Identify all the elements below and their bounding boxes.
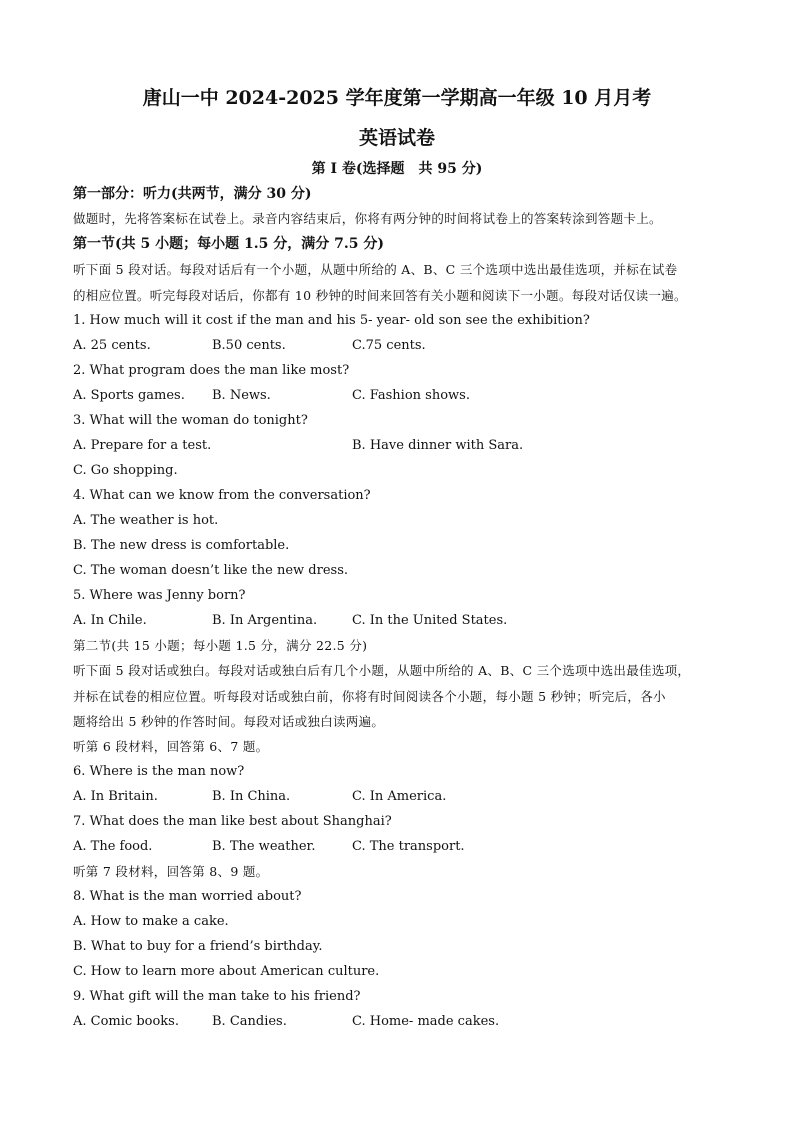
part1-heading: 第一部分：听力(共两节，满分 30 分): [73, 186, 312, 202]
part1-instruction: 做题时，先将答案标在试卷上。录音内容结束后，你将有两分钟的时间将试卷上的答案转涂到答题卡上。: [73, 211, 662, 226]
q6-option-c: C. In America.: [352, 789, 447, 804]
q7-option-a: A. The food.: [73, 839, 153, 854]
material-7-note: 听第 7 段材料，回答第 8、9 题。: [73, 864, 269, 879]
q3-option-a: A. Prepare for a test.: [73, 438, 212, 453]
q9-option-b: B. Candies.: [212, 1014, 287, 1029]
section1-instruction-1: 听下面 5 段对话。每段对话后有一个小题，从题中所给的 A、B、C 三个选项中选出最佳选项，并标在试卷: [73, 262, 678, 277]
exam-title: 唐山一中 2024-2025 学年度第一学期高一年级 10 月月考: [142, 87, 652, 109]
q3-stem: 3. What will the woman do tonight?: [73, 413, 308, 428]
q6-stem: 6. Where is the man now?: [73, 764, 245, 779]
q2-stem: 2. What program does the man like most?: [73, 363, 350, 378]
section2-instruction-3: 题将给出 5 秒钟的作答时间。每段对话或独白读两遍。: [73, 714, 385, 729]
material-6-note: 听第 6 段材料，回答第 6、7 题。: [73, 739, 269, 754]
q9-option-c: C. Home- made cakes.: [352, 1014, 500, 1029]
q3-option-b: B. Have dinner with Sara.: [352, 438, 524, 453]
q8-stem: 8. What is the man worried about?: [73, 889, 302, 904]
q5-stem: 5. Where was Jenny born?: [73, 588, 246, 603]
q7-stem: 7. What does the man like best about Shanghai?: [73, 814, 392, 829]
q5-option-c: C. In the United States.: [352, 613, 508, 628]
q8-option-a: A. How to make a cake.: [73, 914, 229, 929]
q1-option-c: C.75 cents.: [352, 338, 426, 353]
section1-heading: 第一节(共 5 小题；每小题 1.5 分，满分 7.5 分): [73, 236, 384, 252]
q5-option-a: A. In Chile.: [73, 613, 147, 628]
q9-option-a: A. Comic books.: [73, 1014, 179, 1029]
section2-heading: 第二节(共 15 小题；每小题 1.5 分，满分 22.5 分): [73, 638, 368, 653]
q7-option-c: C. The transport.: [352, 839, 465, 854]
q5-option-b: B. In Argentina.: [212, 613, 318, 628]
q2-option-c: C. Fashion shows.: [352, 388, 470, 403]
section2-instruction-2: 并标在试卷的相应位置。听每段对话或独白前，你将有时间阅读各个小题，每小题 5 秒钟；听完后，各小: [73, 689, 666, 704]
q6-option-a: A. In Britain.: [73, 789, 158, 804]
q8-option-b: B. What to buy for a friend’s birthday.: [73, 939, 323, 954]
q3-option-c: C. Go shopping.: [73, 463, 178, 478]
q2-option-a: A. Sports games.: [73, 388, 185, 403]
q1-option-b: B.50 cents.: [212, 338, 286, 353]
q9-stem: 9. What gift will the man take to his friend?: [73, 989, 361, 1004]
q8-option-c: C. How to learn more about American culture.: [73, 964, 380, 979]
q4-option-b: B. The new dress is comfortable.: [73, 538, 290, 553]
q2-option-b: B. News.: [212, 388, 271, 403]
q1-option-a: A. 25 cents.: [73, 338, 151, 353]
q4-stem: 4. What can we know from the conversation?: [73, 488, 371, 503]
section1-instruction-2: 的相应位置。听完每段对话后，你都有 10 秒钟的时间来回答有关小题和阅读下一小题。每段对话仅读一遍。: [73, 288, 687, 303]
q6-option-b: B. In China.: [212, 789, 291, 804]
q7-option-b: B. The weather.: [212, 839, 316, 854]
section2-instruction-1: 听下面 5 段对话或独白。每段对话或独白后有几个小题，从题中所给的 A、B、C 三个选项中选出最佳选项，: [73, 663, 691, 678]
q4-option-a: A. The weather is hot.: [73, 513, 219, 528]
q1-stem: 1. How much will it cost if the man and his 5- year- old son see the exhibition?: [73, 313, 590, 328]
volume-heading: 第 I 卷(选择题 共 95 分): [311, 161, 483, 177]
q4-option-c: C. The woman doesn’t like the new dress.: [73, 563, 348, 578]
exam-subtitle: 英语试卷: [358, 127, 435, 149]
